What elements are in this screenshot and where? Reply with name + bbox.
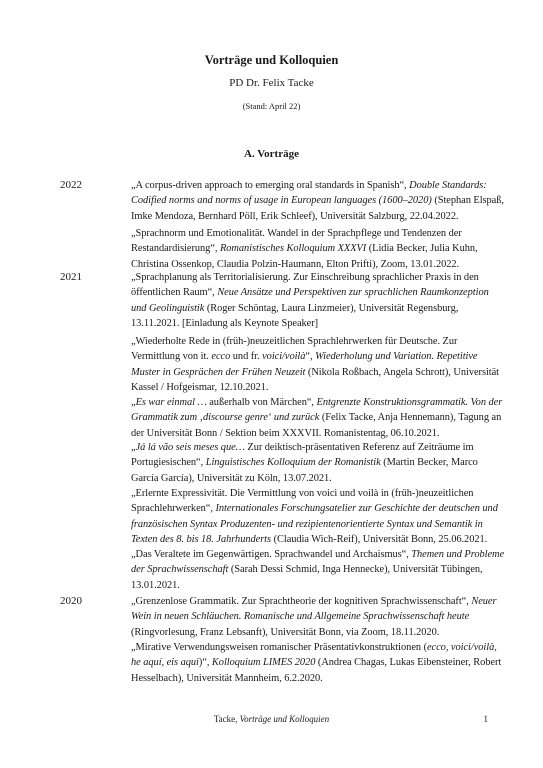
lecture-entry: „Mirative Verwendungsweisen romanischer Präsentativkonstruktionen (ecco, voici/voilà, he aquí, eis aqui)“, Kolloquium LIMES 2020 (Andrea Chagas, Lukas Eibensteiner, Robert Hesselbach), Universität Mannheim, 6.2.2020.	[131, 642, 502, 684]
lecture-entry: „Sprachplanung als Territorialisierung. Zur Einschreibung sprachlicher Praxis in den öffentlichen Raum“, Neue Ansätze und Perspektiven zur sprachlichen Raumkonzeption und Geolinguistik (Roger Schöntag, Laura Linzmeier), Universität Regensburg, 13.11.2021. [Einladung als Keynote Speaker]	[131, 272, 489, 329]
lecture-entry: „Wiederholte Rede in (früh-)neuzeitlichen Sprachlehrwerken für Deutsche. Zur Vermittlung von it. ecco und fr. voici/voilà“, Wiederholung und Variation. Repetitive Muster in Gesprächen der Frühen Neuzeit (Nikola Roßbach, Angela Schrott), Universität Kassel / Hofgeismar, 12.10.2021.	[131, 336, 500, 393]
year-label-2020: 2020	[60, 595, 82, 607]
lecture-entry: „Sprachnorm und Emotionalität. Wandel in der Sprachpflege und Tendenzen der Restandardisierung“, Romanistisches Kolloquium XXXVI (Lidia Becker, Julia Kuhn, Christina Ossenkop, Claudia Polzin-Haumann, Elton Prifti), Zoom, 13.01.2022.	[131, 228, 478, 270]
section-heading: A. Vorträge	[244, 148, 299, 160]
lecture-entry: „Grenzenlose Grammatik. Zur Sprachtheorie der kognitiven Sprachwissenschaft“, Neuer Wein in neuen Schläuchen. Romanische und Allgemeine Sprachwissenschaft heute (Ringvorlesung, Franz Lebsanft), Universität Bonn, via Zoom, 18.11.2020.	[131, 596, 497, 638]
lecture-entry: „Es war einmal … außerhalb von Märchen“, Entgrenzte Konstruktionsgrammatik. Von der Grammatik zum ‚discourse genre‘ und zurück (Felix Tacke, Anja Hennemann), Tagung an der Universität Bonn / Sektion beim XXXVII. Romanistentag, 06.10.2021.	[131, 397, 503, 439]
status-date: (Stand: April 22)	[242, 101, 301, 111]
author-name: PD Dr. Felix Tacke	[229, 77, 314, 89]
lecture-entry: „Já lá vão seis meses que… Zur deiktisch-präsentativen Referenz auf Zeiträume im Portugiesischen“, Linguistisches Kolloquium der Romanistik (Martin Becker, Marco García García), Universität zu Köln, 13.07.2021.	[131, 442, 478, 484]
lecture-entry: „Erlernte Expressivität. Die Vermittlung von voici und voilà in (früh-)neuzeitlichen Sprachlehrwerken“, Internationales Forschungsatelier zur Geschichte der deutschen und französischen Syntax Produzenten- und rezipientenorientierte Syntax und Semantik in Texten des 8. bis 18. Jahrhunderts (Claudia Wich-Reif), Universität Bonn, 25.06.2021.	[131, 488, 498, 545]
year-label-2022: 2022	[60, 179, 82, 191]
lecture-entry: „A corpus-driven approach to emerging oral standards in Spanish“, Double Standards: Codified norms and norms of usage in European languages (1600–2020) (Stephan Elspaß, Imke Mendoza, Bernhard Pöll, Erik Schleef), Universität Salzburg, 22.04.2022.	[131, 180, 504, 222]
page-footer: Tacke, Vorträge und Kolloquien	[213, 714, 330, 724]
lecture-entry: „Das Veraltete im Gegenwärtigen. Sprachwandel und Archaismus“, Themen und Probleme der Sprachwissenschaft (Sarah Dessì Schmid, Inga Hennecke), Universität Tübingen, 13.01.2021.	[131, 549, 505, 591]
page-number: 1	[483, 714, 488, 724]
document-title: Vorträge und Kolloquien	[204, 53, 339, 67]
year-label-2021: 2021	[60, 271, 82, 283]
